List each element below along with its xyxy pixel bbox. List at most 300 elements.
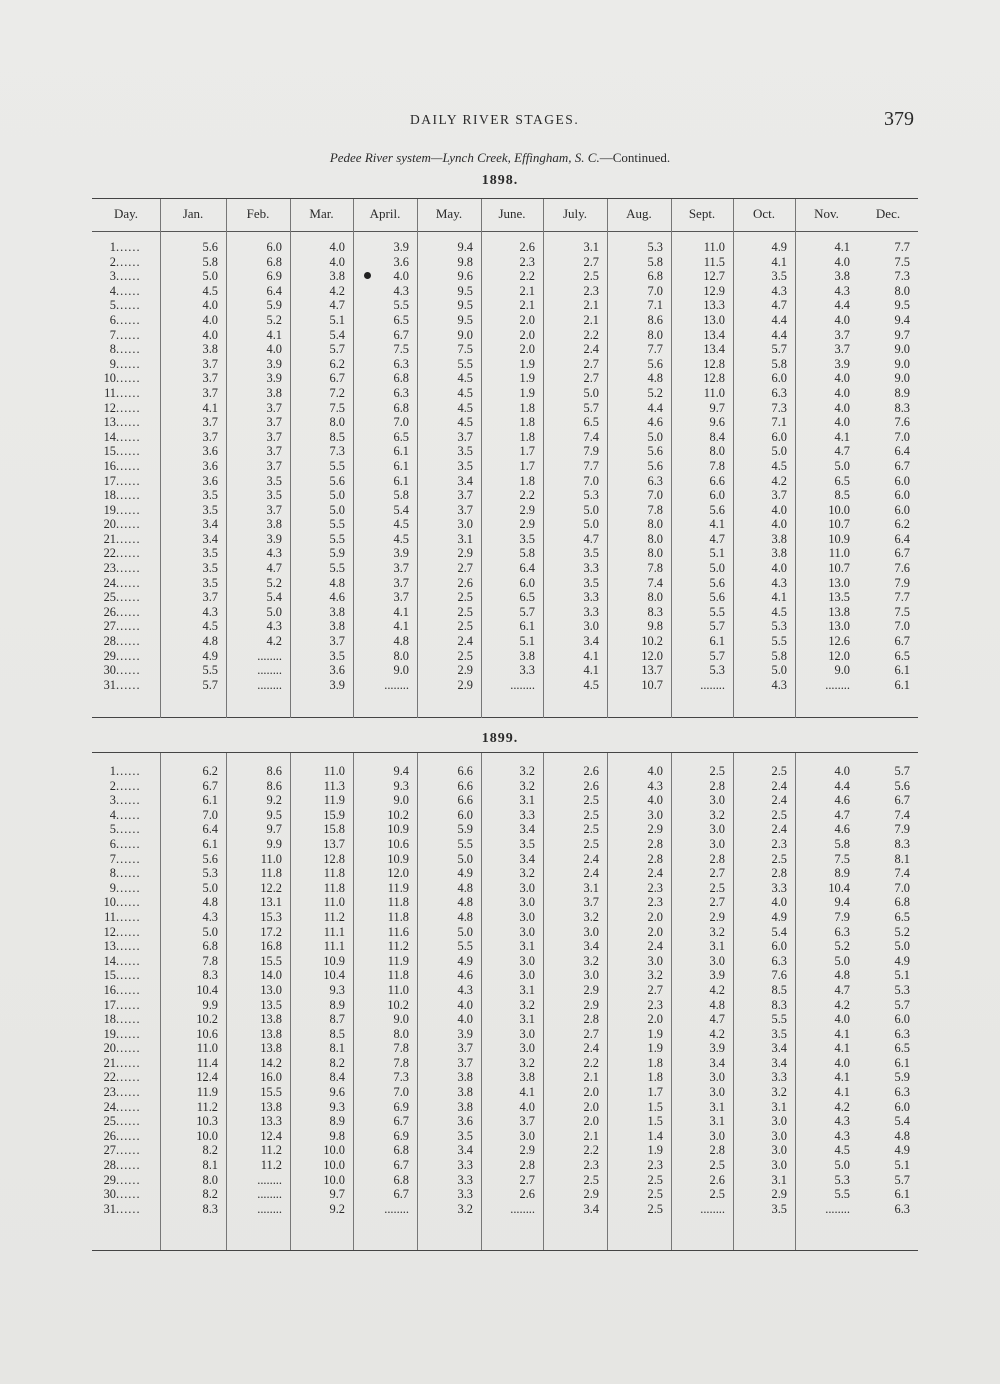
stage-cell-mar: 7.5 (329, 400, 345, 415)
stage-cell-apr: 6.5 (393, 312, 409, 327)
stage-cell-mar: 11.8 (323, 866, 345, 881)
stage-cell-jul: 2.0 (583, 1085, 599, 1100)
stage-cell-jul: 5.0 (583, 517, 599, 532)
stage-cell-jan: 8.3 (202, 1201, 218, 1216)
stage-cell-apr: 4.3 (393, 283, 409, 298)
stage-cell-sep: 4.2 (709, 982, 725, 997)
day-number: 17 (103, 997, 116, 1012)
stage-cell-nov: 4.7 (834, 807, 850, 822)
stage-cell-jul: 2.9 (583, 1187, 599, 1202)
stage-cell-mar: 8.7 (329, 1012, 345, 1027)
stage-cell-mar: 9.8 (329, 1128, 345, 1143)
stage-cell-jan: 10.6 (196, 1026, 218, 1041)
day-number: 26 (103, 604, 116, 619)
stage-cell-nov: 10.4 (828, 880, 850, 895)
stage-cell-sep: 5.1 (709, 546, 725, 561)
stage-cell-feb: 3.7 (266, 444, 282, 459)
year-heading-1899: 1899. (481, 731, 519, 746)
stage-cell-feb: ........ (257, 663, 282, 678)
table-row (92, 561, 918, 576)
day-cell (98, 837, 154, 852)
stage-cell-aug: 2.3 (647, 895, 663, 910)
stage-cell-nov: 4.0 (834, 1012, 850, 1027)
day-number: 29 (103, 1172, 116, 1187)
stage-cell-jan: 6.2 (202, 764, 218, 778)
table-row (92, 1143, 918, 1158)
stage-cell-feb: ........ (257, 1172, 282, 1187)
stage-cell-feb: 11.2 (260, 1158, 282, 1173)
stage-cell-mar: 8.4 (329, 1070, 345, 1085)
table-row (92, 386, 918, 401)
stage-cell-dec: 5.9 (894, 1070, 910, 1085)
stage-cell-may: 3.8 (457, 1085, 473, 1100)
stage-cell-sep: 3.9 (709, 1041, 725, 1056)
stage-cell-mar: 10.0 (323, 1158, 345, 1173)
stage-cell-feb: 3.8 (266, 517, 282, 532)
stage-cell-jun: 1.8 (519, 473, 535, 488)
stage-cell-jul: 3.0 (583, 619, 599, 634)
day-number: 30 (103, 1187, 116, 1202)
stage-cell-sep: 2.5 (709, 1158, 725, 1173)
table-row (92, 968, 918, 983)
stage-cell-feb: 13.8 (260, 1012, 282, 1027)
stage-cell-mar: 13.7 (323, 836, 345, 851)
stage-cell-feb: 13.5 (260, 997, 282, 1012)
stage-cell-jun: 3.5 (519, 836, 535, 851)
stage-cell-sep: 3.0 (709, 836, 725, 851)
table-row (92, 649, 918, 664)
stage-cell-jul: 2.9 (583, 997, 599, 1012)
stage-cell-may: 2.5 (457, 590, 473, 605)
stage-cell-jun: 2.9 (519, 1143, 535, 1158)
stage-cell-apr: 10.2 (387, 997, 409, 1012)
stage-cell-may: 3.3 (457, 1187, 473, 1202)
day-cell (98, 764, 154, 779)
stage-cell-apr: 9.0 (393, 793, 409, 808)
stage-cell-dec: 9.5 (894, 298, 910, 313)
stage-cell-aug: 7.1 (647, 298, 663, 313)
leader-dots: ...... (116, 1114, 141, 1129)
stage-cell-may: 3.5 (457, 1128, 473, 1143)
stage-cell-jun: 2.1 (519, 283, 535, 298)
stage-cell-jan: 3.5 (202, 488, 218, 503)
leader-dots: ...... (116, 880, 141, 895)
stage-cell-jun: 3.5 (519, 531, 535, 546)
day-cell (98, 546, 154, 561)
stage-cell-jun: ........ (510, 1201, 535, 1216)
stage-cell-oct: 8.5 (771, 982, 787, 997)
stage-cell-sep: 4.8 (709, 997, 725, 1012)
stage-cell-jan: 11.2 (196, 1099, 218, 1114)
day-cell (98, 939, 154, 954)
leader-dots: ...... (116, 517, 141, 532)
leader-dots: ...... (116, 793, 141, 808)
day-number: 8 (109, 342, 116, 357)
table-row (92, 939, 918, 954)
stage-cell-nov: 4.3 (834, 1128, 850, 1143)
stage-cell-nov: 13.0 (828, 575, 850, 590)
stage-cell-oct: 7.1 (771, 415, 787, 430)
stage-cell-aug: 8.0 (647, 517, 663, 532)
stage-cell-sep: 5.0 (709, 561, 725, 576)
stage-cell-jan: 6.4 (202, 822, 218, 837)
stage-cell-oct: 3.0 (771, 1114, 787, 1129)
stage-cell-jul: 5.3 (583, 488, 599, 503)
stage-cell-sep: 5.6 (709, 502, 725, 517)
stage-cell-jan: 9.9 (202, 997, 218, 1012)
stage-cell-aug: 1.5 (647, 1099, 663, 1114)
stage-cell-apr: 6.7 (393, 1114, 409, 1129)
stage-cell-aug: 2.4 (647, 939, 663, 954)
day-number: 8 (109, 866, 116, 881)
leader-dots: ...... (116, 312, 141, 327)
table-row (92, 634, 918, 649)
stage-cell-aug: 3.0 (647, 953, 663, 968)
day-number: 14 (103, 953, 116, 968)
stage-cell-mar: 10.0 (323, 1172, 345, 1187)
stage-cell-feb: 5.4 (266, 590, 282, 605)
stage-cell-sep: 3.2 (709, 807, 725, 822)
stage-cell-oct: 3.1 (771, 1099, 787, 1114)
stage-cell-feb: 13.1 (260, 895, 282, 910)
stage-cell-oct: 2.5 (771, 764, 787, 778)
stage-cell-nov: 5.0 (834, 1158, 850, 1173)
day-cell (98, 1085, 154, 1100)
stage-cell-dec: 6.5 (894, 648, 910, 663)
stage-cell-sep: ........ (700, 1201, 725, 1216)
stage-cell-jan: 8.2 (202, 1143, 218, 1158)
stage-cell-nov: 4.0 (834, 312, 850, 327)
stage-cell-feb: 6.8 (266, 254, 282, 269)
leader-dots: ...... (116, 807, 141, 822)
stage-cell-feb: 3.7 (266, 400, 282, 415)
stage-cell-jun: 3.2 (519, 997, 535, 1012)
stage-cell-apr: 5.5 (393, 298, 409, 313)
stage-cell-nov: 4.7 (834, 444, 850, 459)
stage-cell-aug: 1.9 (647, 1041, 663, 1056)
leader-dots: ...... (116, 1041, 141, 1056)
stage-cell-sep: 13.0 (703, 312, 725, 327)
stage-cell-oct: 2.5 (771, 807, 787, 822)
stage-cell-jan: 4.3 (202, 604, 218, 619)
stage-cell-dec: 6.4 (894, 444, 910, 459)
stage-cell-oct: 3.0 (771, 1158, 787, 1173)
stage-cell-jul: 5.7 (583, 400, 599, 415)
stage-cell-jul: 6.5 (583, 415, 599, 430)
stage-cell-may: 3.8 (457, 1070, 473, 1085)
stage-cell-aug: 2.4 (647, 866, 663, 881)
table-row (92, 793, 918, 808)
stage-cell-dec: 6.2 (894, 517, 910, 532)
stage-cell-mar: 11.3 (323, 778, 345, 793)
stage-cell-may: 3.4 (457, 1143, 473, 1158)
stage-cell-jan: 3.5 (202, 502, 218, 517)
stage-cell-nov: 5.0 (834, 458, 850, 473)
stage-cell-aug: 10.2 (641, 634, 663, 649)
stage-cell-sep: 4.2 (709, 1026, 725, 1041)
stage-cell-jun: 3.2 (519, 778, 535, 793)
stage-cell-mar: 11.8 (323, 880, 345, 895)
day-number: 16 (103, 458, 116, 473)
stage-cell-dec: 5.7 (894, 764, 910, 778)
stage-cell-jul: 2.5 (583, 822, 599, 837)
stage-cell-mar: 5.0 (329, 488, 345, 503)
stage-cell-jul: 3.3 (583, 604, 599, 619)
day-cell (98, 269, 154, 284)
stage-cell-nov: 4.1 (834, 1070, 850, 1085)
stage-cell-jun: 1.9 (519, 356, 535, 371)
stage-cell-jul: 2.2 (583, 1143, 599, 1158)
stage-cell-mar: 5.7 (329, 342, 345, 357)
stage-cell-aug: 2.0 (647, 1012, 663, 1027)
stage-cell-dec: 5.0 (894, 939, 910, 954)
stage-cell-feb: 3.7 (266, 429, 282, 444)
stage-cell-feb: 4.3 (266, 619, 282, 634)
stage-cell-apr: 3.7 (393, 590, 409, 605)
stage-cell-oct: 5.8 (771, 648, 787, 663)
leader-dots: ...... (116, 561, 141, 576)
stage-cell-oct: 4.9 (771, 909, 787, 924)
leader-dots: ...... (116, 1099, 141, 1114)
stage-cell-aug: 2.5 (647, 1172, 663, 1187)
stage-cell-aug: 4.8 (647, 371, 663, 386)
day-number: 2 (109, 778, 116, 793)
stage-cell-jan: 3.7 (202, 415, 218, 430)
stage-cell-nov: 4.1 (834, 1026, 850, 1041)
stage-cell-oct: 4.1 (771, 590, 787, 605)
stage-cell-mar: 4.6 (329, 590, 345, 605)
stage-cell-nov: 4.3 (834, 1114, 850, 1129)
stage-cell-sep: 6.0 (709, 488, 725, 503)
stage-cell-dec: 5.3 (894, 982, 910, 997)
stage-cell-may: 3.2 (457, 1201, 473, 1216)
stage-cell-aug: 8.6 (647, 312, 663, 327)
table-row (92, 998, 918, 1013)
day-number: 13 (103, 415, 116, 430)
stage-cell-mar: 7.2 (329, 385, 345, 400)
leader-dots: ...... (116, 429, 141, 444)
stage-cell-nov: 10.0 (828, 502, 850, 517)
stage-cell-jul: 2.2 (583, 327, 599, 342)
stage-cell-mar: 4.0 (329, 254, 345, 269)
stage-cell-jan: 10.0 (196, 1128, 218, 1143)
stage-cell-dec: 7.6 (894, 561, 910, 576)
stage-cell-aug: 7.0 (647, 488, 663, 503)
stage-cell-nov: 5.8 (834, 836, 850, 851)
stage-cell-feb: 15.5 (260, 1085, 282, 1100)
stage-cell-may: 3.9 (457, 1026, 473, 1041)
stage-cell-may: 5.0 (457, 851, 473, 866)
leader-dots: ...... (116, 502, 141, 517)
stage-cell-jul: 3.4 (583, 939, 599, 954)
stage-cell-may: 2.5 (457, 619, 473, 634)
stage-cell-sep: 5.6 (709, 590, 725, 605)
stage-cell-jul: 2.3 (583, 1158, 599, 1173)
stage-cell-apr: 12.0 (387, 866, 409, 881)
stage-cell-oct: 5.4 (771, 924, 787, 939)
stage-cell-feb: 9.7 (266, 822, 282, 837)
day-number: 5 (109, 298, 116, 313)
stage-cell-dec: 6.7 (894, 634, 910, 649)
leader-dots: ...... (116, 458, 141, 473)
stage-cell-dec: 6.7 (894, 458, 910, 473)
stage-cell-oct: 3.8 (771, 531, 787, 546)
stage-cell-jun: 5.7 (519, 604, 535, 619)
stage-cell-nov: 4.0 (834, 764, 850, 778)
stage-cell-aug: 8.0 (647, 327, 663, 342)
day-cell (98, 576, 154, 591)
stage-cell-oct: 4.4 (771, 327, 787, 342)
stage-cell-jan: 6.7 (202, 778, 218, 793)
stage-cell-oct: 4.0 (771, 895, 787, 910)
day-cell (98, 968, 154, 983)
stage-cell-feb: 11.8 (260, 866, 282, 881)
stage-cell-jan: 4.5 (202, 619, 218, 634)
day-number: 9 (109, 880, 116, 895)
leader-dots: ...... (116, 895, 141, 910)
stage-cell-oct: 4.3 (771, 283, 787, 298)
stage-cell-may: 3.8 (457, 1099, 473, 1114)
stage-cell-aug: 7.4 (647, 575, 663, 590)
leader-dots: ...... (116, 590, 141, 605)
stage-cell-jul: 2.4 (583, 851, 599, 866)
leader-dots: ...... (116, 1187, 141, 1202)
stage-cell-oct: 4.1 (771, 254, 787, 269)
leader-dots: ...... (116, 1026, 141, 1041)
stage-cell-dec: 6.5 (894, 1041, 910, 1056)
stage-cell-jul: 3.4 (583, 1201, 599, 1216)
stage-cell-may: 9.8 (457, 254, 473, 269)
stage-cell-feb: 11.2 (260, 1143, 282, 1158)
stage-cell-mar: 11.1 (323, 939, 345, 954)
stage-cell-apr: 7.8 (393, 1041, 409, 1056)
stage-cell-apr: 11.2 (387, 939, 409, 954)
stage-cell-apr: 7.5 (393, 342, 409, 357)
stage-cell-sep: 9.7 (709, 400, 725, 415)
stage-cell-jul: 2.2 (583, 1055, 599, 1070)
day-cell (98, 590, 154, 605)
day-cell (98, 503, 154, 518)
stage-cell-dec: 4.9 (894, 953, 910, 968)
caption-italic: Pedee River system—Lynch Creek, Effingham, S. C. (329, 150, 600, 165)
leader-dots: ...... (116, 822, 141, 837)
day-number: 3 (109, 269, 116, 284)
stage-cell-nov: 4.1 (834, 1041, 850, 1056)
stage-cell-apr: 6.7 (393, 327, 409, 342)
stage-cell-jul: 2.4 (583, 866, 599, 881)
leader-dots: ...... (116, 909, 141, 924)
stage-cell-oct: 3.7 (771, 488, 787, 503)
day-cell (98, 983, 154, 998)
stage-cell-aug: 2.8 (647, 836, 663, 851)
stage-cell-dec: 5.1 (894, 968, 910, 983)
stage-cell-oct: 3.4 (771, 1055, 787, 1070)
stage-cell-mar: 4.8 (329, 575, 345, 590)
table-row (92, 1158, 918, 1173)
stage-cell-jun: 1.8 (519, 415, 535, 430)
leader-dots: ...... (116, 619, 141, 634)
stage-cell-sep: 2.8 (709, 851, 725, 866)
stage-cell-aug: 2.3 (647, 1158, 663, 1173)
stage-cell-apr: 6.7 (393, 1158, 409, 1173)
stage-cell-dec: 7.0 (894, 619, 910, 634)
day-number: 1 (109, 240, 116, 254)
day-cell (98, 822, 154, 837)
stage-cell-jan: 5.3 (202, 866, 218, 881)
stage-cell-may: 4.8 (457, 895, 473, 910)
day-number: 7 (109, 327, 116, 342)
stage-cell-jun: 3.0 (519, 968, 535, 983)
stage-cell-mar: 3.8 (329, 269, 345, 284)
stage-cell-dec: 6.0 (894, 502, 910, 517)
leader-dots: ...... (116, 939, 141, 954)
stage-cell-apr: 8.0 (393, 648, 409, 663)
day-number: 25 (103, 1114, 116, 1129)
stage-cell-nov: 4.3 (834, 283, 850, 298)
stage-cell-jun: 2.8 (519, 1158, 535, 1173)
stage-cell-nov: 4.2 (834, 1099, 850, 1114)
stage-cell-oct: 2.9 (771, 1187, 787, 1202)
stage-cell-nov: 5.0 (834, 953, 850, 968)
stage-cell-jul: 2.4 (583, 342, 599, 357)
stage-cell-may: 6.6 (457, 778, 473, 793)
stage-cell-mar: 6.7 (329, 371, 345, 386)
stage-cell-nov: 4.0 (834, 400, 850, 415)
stage-cell-jan: 3.8 (202, 342, 218, 357)
stage-cell-dec: 6.3 (894, 1201, 910, 1216)
table-row (92, 619, 918, 634)
day-number: 1 (109, 764, 116, 778)
table-row (92, 1070, 918, 1085)
stage-cell-sep: 3.0 (709, 1070, 725, 1085)
table-row (92, 764, 918, 779)
stage-cell-mar: 3.9 (329, 677, 345, 692)
table-row (92, 590, 918, 605)
stage-cell-jul: 4.1 (583, 648, 599, 663)
stage-cell-may: 2.7 (457, 561, 473, 576)
stage-cell-jun: 1.9 (519, 371, 535, 386)
stage-cell-jul: 2.3 (583, 283, 599, 298)
stage-cell-jun: 1.7 (519, 444, 535, 459)
stage-cell-jun: 3.0 (519, 895, 535, 910)
stage-cell-aug: 9.8 (647, 619, 663, 634)
stage-cell-mar: 4.0 (329, 240, 345, 254)
stage-cell-dec: 6.0 (894, 1099, 910, 1114)
stage-cell-jun: 4.1 (519, 1085, 535, 1100)
stage-cell-nov: 4.8 (834, 968, 850, 983)
stage-cell-may: 2.5 (457, 604, 473, 619)
stage-cell-jul: 2.8 (583, 1012, 599, 1027)
stage-cell-dec: 7.6 (894, 415, 910, 430)
stage-cell-jun: 2.9 (519, 517, 535, 532)
day-number: 18 (103, 1012, 116, 1027)
day-number: 6 (109, 836, 116, 851)
day-cell (98, 444, 154, 459)
day-number: 20 (103, 1041, 116, 1056)
stage-cell-jan: 3.7 (202, 429, 218, 444)
day-number: 22 (103, 1070, 116, 1085)
stage-cell-oct: 6.0 (771, 939, 787, 954)
stage-cell-aug: 2.5 (647, 1201, 663, 1216)
stage-cell-oct: 2.4 (771, 822, 787, 837)
stage-cell-oct: 5.8 (771, 356, 787, 371)
stage-cell-sep: 11.0 (703, 240, 725, 254)
stage-cell-jan: 5.5 (202, 663, 218, 678)
day-number: 30 (103, 663, 116, 678)
leader-dots: ...... (116, 415, 141, 430)
stage-cell-oct: 3.5 (771, 269, 787, 284)
stage-cell-jan: 5.0 (202, 924, 218, 939)
